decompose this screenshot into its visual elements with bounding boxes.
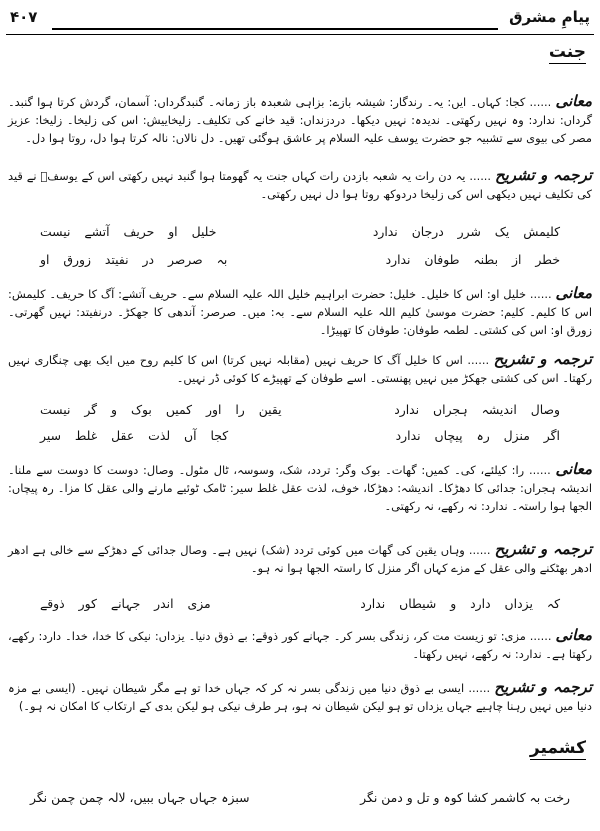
tarjuma-block-3: ترجمہ و تشریح ...... وہاں یقین کی گھات میں کوئی تردد (شک) نہیں ہے۔ وصال جدائی کے دھڑکے سے خالی ہے ادھر ادھر بھٹکنے والی عقل کے مزے کہاں اگر منزل کا راستہ الجھا ہوا نہ ہو۔ (8, 540, 593, 575)
maani-block-4: معانی ...... مزی: تو زیست مت کر، زندگی بسر کر۔ جہانے کور ذوقے: بے ذوق دنیا۔ یزداں: نیکی کا خدا، خدا۔ دارد: رکھے، رکھتا ہے۔ ندارد: نہ رکھے، نہیں رکھتا۔ (8, 626, 593, 661)
page-number: ۴۰۷ (10, 8, 38, 26)
verse-line: خطر از بطنہ طوفان ندارد بہ صرصر در نفیتد زورق او (40, 252, 560, 267)
page-header (6, 4, 594, 34)
maani-label: معانی (555, 284, 592, 302)
maani-text: کجا: کہاں۔ ایں: یہ۔ رندگار: شیشہ بازے: بزاہی شعبدہ باز زمانہ۔ گنبدگرداں: آسمان، گردش کرتا ہوا گنبد۔ گرداں: ندارد: وہ نہیں رکھتی۔ ندیدہ: نہیں دیکھا۔ دردزنداں: قید خانے کی تکلیف۔ زلیخاییش: اس کی زلیخا۔ زلیخا: عزیز مصر کی بیوی سے تشبیہ جو حضرت یوسف علیہ السلام پر عاشق ہوگئی تھیں۔ دل نالاں: نالہ کرتا ہوا دل، روتا ہوا دل۔ (8, 95, 592, 145)
maani-label: معانی (555, 626, 593, 644)
tarjuma-text: وہاں یقین کی گھات میں کوئی تردد (شک) نہیں ہے۔ وصال جدائی کے دھڑکے سے خالی ہے ادھر ادھر بھٹکنے والی عقل کے مزے کہاں اگر منزل کا راستہ الجھا ہوا نہ ہو۔ (8, 543, 592, 575)
maani-text: مزی: تو زیست مت کر، زندگی بسر کر۔ جہانے کور ذوقے: بے ذوق دنیا۔ یزداں: نیکی کا خدا، خدا۔ دارد: رکھے، رکھتا ہے۔ ندارد: نہ رکھے، نہیں رکھتا۔ (8, 629, 592, 661)
maani-label: معانی (555, 460, 593, 478)
section-title-kashmir: کشمیر (529, 738, 586, 758)
section-title-jannat: جنت (548, 42, 586, 62)
tarjuma-block-2: ترجمہ و تشریح ...... اس کا خلیل آگ کا حریف نہیں (مقابلہ نہیں کرتا) اس کا کلیم روح میں ایک بھی چنگاری نہیں رکھتا۔ اس کی کشتی جھکڑ میں نہیں پھنستی۔ اسے طوفان کے تھپیڑے کا کوئی ڈر نہیں۔ (8, 350, 592, 385)
header-underline (6, 34, 594, 35)
running-title: پیامِ مشرق (509, 8, 590, 26)
tarjuma-label: ترجمہ و تشریح (494, 166, 593, 184)
maani-block-3: معانی ...... را: کیلئے، کی۔ کمیں: گھات۔ بوک وگر: تردد، شک، وسوسہ، ٹال مٹول۔ وصال: دوست کا دوست سے ملنا۔ اندیشہ ہجراں: جدائی کا دھڑکا۔ اندیشہ: دھڑکا، خوف، لذت عقل غلط سیر: ٹامک ٹوئیے مارنے والی عقل کا مزا۔ رہ پیچاں: الجھا ہوا راستہ۔ ندارد: نہ رکھے، نہ رکھتی۔ (8, 460, 593, 513)
verse-line: کہ یزداں دارد و شیطاں ندارد مزی اندر جہانے کور ذوقے (40, 596, 560, 611)
maani-text: خلیل او: اس کا خلیل۔ خلیل: حضرت ابراہیم خلیل اللہ علیہ السلام سے۔ حریف آتشے: آگ کا حریف۔ کلیمش: اس کا کلیم۔ کلیم: حضرت موسیٰ کلیم اللہ علیہ السلام سے۔ بہ: میں۔ صرصر: آندھی کا جھکڑ۔ درنفیتد: نہیں گھرتی۔ زورق او: اس کی کشتی۔ لطمہ طوفان: طوفان کا تھپیڑا۔ (8, 287, 592, 337)
maani-block-1: معانی ...... کجا: کہاں۔ ایں: یہ۔ رندگار: شیشہ بازے: بزاہی شعبدہ باز زمانہ۔ گنبدگرداں: آسمان، گردش کرتا ہوا گنبد۔ گرداں: ندارد: وہ نہیں رکھتی۔ ندیدہ: نہیں دیکھا۔ دردزنداں: قید خانے کی تکلیف۔ زلیخاییش: اس کی زلیخا۔ زلیخا: عزیز مصر کی بیوی سے تشبیہ جو حضرت یوسف علیہ السلام پر عاشق ہوگئی تھیں۔ دل نالاں: نالہ کرتا ہوا دل، روتا ہوا دل۔ (8, 92, 593, 145)
tarjuma-label: ترجمہ و تشریح (494, 678, 592, 696)
maani-text: را: کیلئے، کی۔ کمیں: گھات۔ بوک وگر: تردد، شک، وسوسہ، ٹال مٹول۔ وصال: دوست کا دوست سے ملنا۔ اندیشہ ہجراں: جدائی کا دھڑکا۔ اندیشہ: دھڑکا، خوف، لذت عقل غلط سیر: ٹامک ٹوئیے مارنے والی عقل کا مزا۔ رہ پیچاں: الجھا ہوا راستہ۔ ندارد: نہ رکھے، نہ رکھتی۔ (8, 463, 592, 513)
verse-line: کلیمش یک شرر درجان ندارد خلیل او حریف آتشے نیست (40, 224, 560, 239)
verse-line: وصال اندیشہ ہجراں ندارد یقین را اور کمیں بوک و گر نیست (40, 402, 560, 417)
header-rule (52, 28, 498, 30)
tarjuma-text: اس کا خلیل آگ کا حریف نہیں (مقابلہ نہیں کرتا) اس کا کلیم روح میں ایک بھی چنگاری نہیں رکھتا۔ اس کی کشتی جھکڑ میں نہیں پھنستی۔ اسے طوفان کے تھپیڑے کا کوئی ڈر نہیں۔ (8, 353, 592, 385)
verse-line: اگر منزل رہ پیچاں ندارد کجا آں لذت عقل غلط سیر (40, 428, 560, 443)
maani-block-2: معانی ...... خلیل او: اس کا خلیل۔ خلیل: حضرت ابراہیم خلیل اللہ علیہ السلام سے۔ حریف آتشے: آگ کا حریف۔ کلیمش: اس کا کلیم۔ کلیم: حضرت موسیٰ کلیم اللہ علیہ السلام سے۔ بہ: میں۔ صرصر: آندھی کا جھکڑ۔ درنفیتد: نہیں گھرتی۔ زورق او: اس کی کشتی۔ لطمہ طوفان: طوفان کا تھپیڑا۔ (8, 284, 592, 337)
tarjuma-text: یہ دن رات یہ شعبہ بازدن رات کہاں جنت یہ گھومتا ہوا گنبد نہیں رکھتی اس کے یوسفؑ نے قید کی تکلیف نہیں دیکھی اس کی زلیخا دردوکھ روتا ہوا دل نہیں رکھتی۔ (8, 169, 592, 201)
tarjuma-text: ایسی بے ذوق دنیا میں زندگی بسر نہ کر کہ جہاں خدا تو ہے مگر شیطان نہیں۔ (ایسی بے مزہ دنیا میں نہیں رہنا چاہیے جہاں یزداں تو ہو لیکن شیطان نہ ہو، ہر طرف نیکی ہو لیکن بدی کے ارتکاب کا امکان نہ ہو۔) (8, 681, 592, 713)
verse-line: رخت بہ کاشمر کشا کوہ و تل و دمن نگر سبزہ جہاں جہاں ببیں، لالہ چمن چمن نگر (30, 790, 570, 805)
tarjuma-block-4: ترجمہ و تشریح ...... ایسی بے ذوق دنیا میں زندگی بسر نہ کر کہ جہاں خدا تو ہے مگر شیطان نہیں۔ (ایسی بے مزہ دنیا میں نہیں رہنا چاہیے جہاں یزداں تو ہو لیکن شیطان نہ ہو، ہر طرف نیکی ہو لیکن بدی کے ارتکاب کا امکان نہ ہو۔) (8, 678, 592, 713)
tarjuma-label: ترجمہ و تشریح (494, 540, 593, 558)
tarjuma-block-1: ترجمہ و تشریح ...... یہ دن رات یہ شعبہ بازدن رات کہاں جنت یہ گھومتا ہوا گنبد نہیں رکھتی اس کے یوسفؑ نے قید کی تکلیف نہیں دیکھی اس کی زلیخا دردوکھ روتا ہوا دل نہیں رکھتی۔ (8, 166, 593, 201)
maani-label: معانی (555, 92, 593, 110)
tarjuma-label: ترجمہ و تشریح (493, 350, 592, 368)
